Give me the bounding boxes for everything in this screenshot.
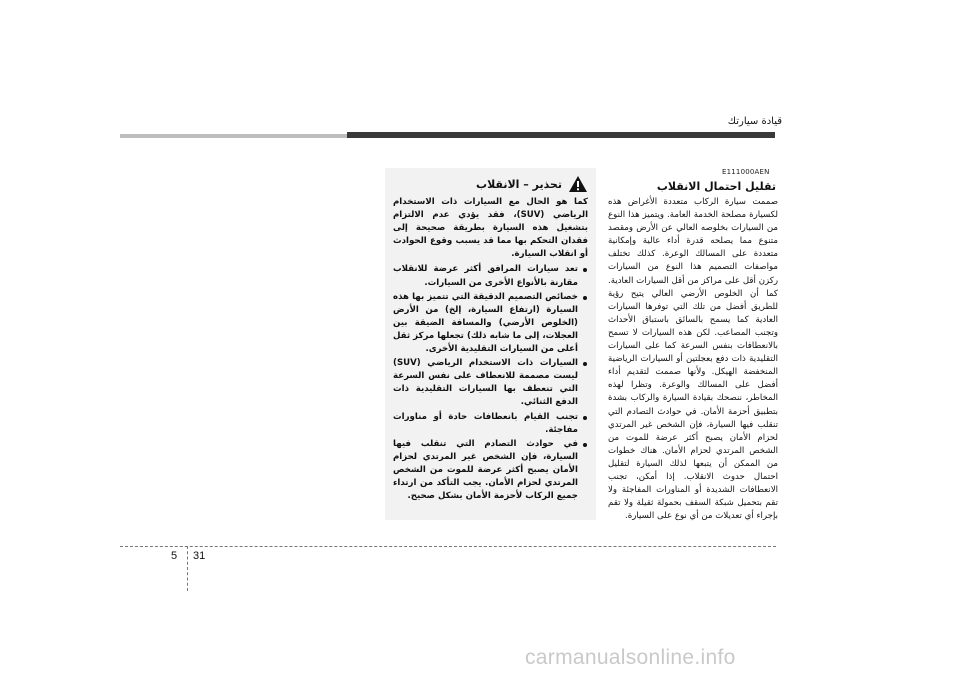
list-item: تجنب القيام بانعطافات حادة أو مناورات مفاجئة.	[393, 411, 588, 437]
footer-rule	[120, 546, 776, 547]
section-title: تقليل احتمال الانقلاب	[656, 180, 776, 193]
body-paragraph: صممت سيارة الركاب متعددة الأغراض هذه لكسيارة مصلحة الخدمة العامة. ويتميز هذا النوع من السيارات بخلوصه العالي عن الأرض ومقصد متنوع مما يصلحه قدرة أداء عالية وإمكانية متعددة على المسالك الوعرة. كذلك تختلف مواصفات التصميم هذا النوع من السيارات ركزن أقل على مراكز من أقل السيارات العادية. كما أن الخلوص الأرضي العالي يتيح رؤية للطريق أفضل من تلك التي توفرها السيارات العادية كما يسمح بالسائق باستباق الأحداث وتجنب المصاعب. لكن هذه السيارات لا تسمح بالانعطافات بنفس السرعة كما على السيارات التقليدية ذات دفع بعجلتين أو السيارات الرياضية المنخفضة الهيكل. ولأنها صممت لتقديم أداء أفضل على المسالك والوعرة. وتظرا لهذه المخاطر، ننصحك بقيادة السيارة والركاب بشدة بتطبيق أحزمة الأمان. في حوادث التصادم التي تنقلب فيها السيارة، فإن الشخص غير المرتدي لحزام الأمان يصبح أكثر عرضة للموت من الشخص المرتدي لحزام الأمان. هناك خطوات من الممكن أن يتبعها لذلك السيارة لتقليل احتمال حدوث الانقلاب. إذا أمكن، تجنب الانعطافات الشديدة أو المناورات المفاجئة ولا تقم بتحميل شبكة السقف بحمولة ثقيلة ولا تقم بإجراء أي تعديلات من أي نوع على السيارة.	[608, 197, 778, 522]
header-bar-light	[120, 134, 347, 138]
list-item: تعد سيارات المرافق أكثر عرضة للانقلاب مقارنة بالأنواع الأخرى من السيارات.	[393, 263, 588, 289]
footer-divider	[187, 546, 188, 591]
warning-title: تحذير – الانقلاب	[476, 177, 562, 191]
warning-list	[393, 263, 588, 503]
list-item: خصائص التصميم الدقيقة التي تتميز بها هذه السيارة (ارتفاع السيارة، إلخ) من الأرض (الخلوص الأرضي) والمسافة الضيقة بين العجلات، إلى ما شابه ذلك) تجعلها مركز ثقل أعلى من السيارات التقليدية الأخرى.	[393, 291, 588, 356]
warning-box	[385, 168, 596, 520]
warning-intro: كما هو الحال مع السيارات ذات الاستخدام الرياضي (SUV)، فقد يؤدي عدم الالتزام بتشغيل هذه السيارة بطريقة صحيحة إلى فقدان التحكم بها مما قد يسبب وقوع الحوادث أو انقلاب السيارة.	[393, 197, 589, 260]
header-bar-dark	[347, 132, 775, 138]
list-item: في حوادث التصادم التي تنقلب فيها السيارة، فإن الشخص غير المرتدي لحزام الأمان يصبح أكثر عرضة للموت من الشخص المرتدي لحزام الأمان. يجب التأكد من ارتداء جميع الركاب لأحزمة الأمان بشكل صحيح.	[393, 438, 588, 503]
chapter-number: 5	[171, 550, 178, 562]
page-number: 31	[193, 550, 206, 562]
list-item: السيارات ذات الاستخدام الرياضي (SUV) ليست مصممة للانعطاف على نفس السرعة التي تنعطف بها السيارات التقليدية ذات الدفع الثنائي.	[393, 357, 588, 409]
section-code: E111000AEN	[722, 168, 770, 176]
warning-triangle-icon	[568, 175, 588, 193]
warning-header	[393, 174, 588, 194]
section-body	[608, 196, 778, 523]
watermark-text: carmanualsonline.info	[525, 646, 736, 669]
running-header: قيادة سيارتك	[727, 116, 782, 127]
